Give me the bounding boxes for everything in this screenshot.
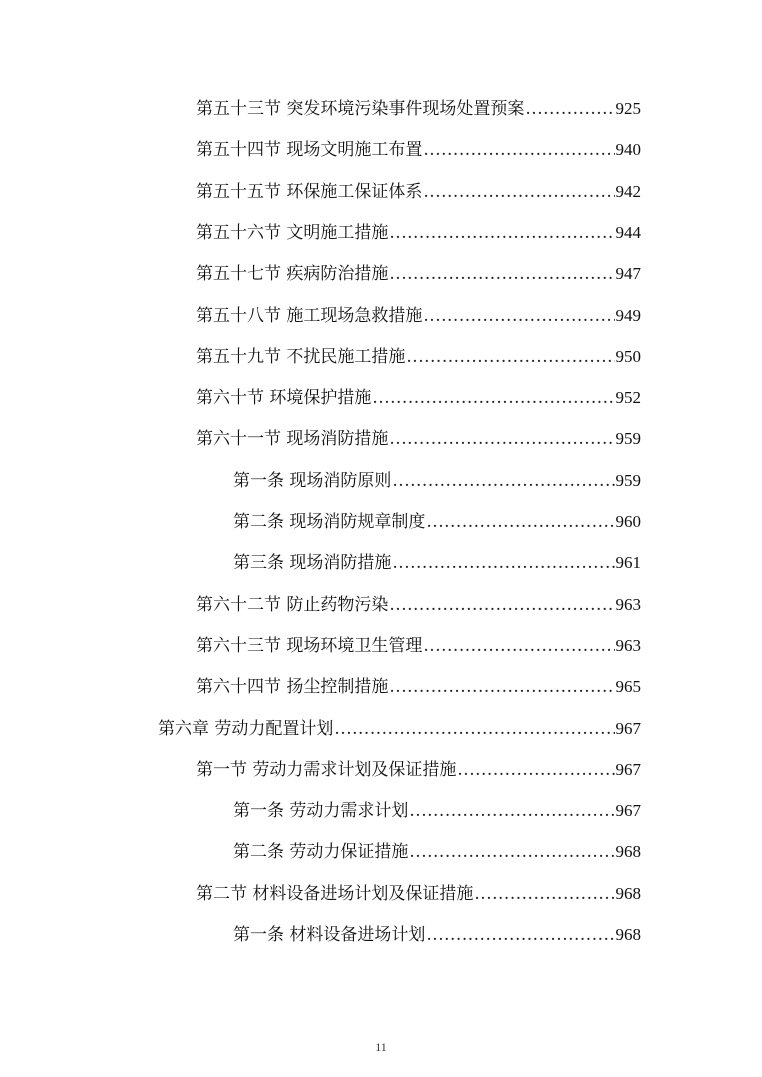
toc-entry[interactable] — [196, 631, 641, 661]
toc-entry-page: 963 — [615, 594, 641, 614]
toc-dot-leader — [457, 755, 614, 785]
toc-entry[interactable] — [196, 672, 641, 702]
toc-entry-label: 第五十九节 不扰民施工措施 — [196, 346, 406, 367]
toc-entry-page: 961 — [615, 553, 641, 573]
toc-entry-page: 959 — [615, 429, 641, 449]
toc-entry-page: 968 — [615, 842, 641, 862]
toc-dot-leader — [392, 548, 614, 578]
toc-dot-leader — [389, 590, 614, 620]
toc-entry-label: 第一条 现场消防原则 — [233, 470, 392, 491]
toc-entry-page: 968 — [615, 883, 641, 903]
toc-dot-leader — [423, 301, 614, 331]
toc-entry[interactable] — [196, 218, 641, 248]
toc-dot-leader — [389, 424, 614, 454]
toc-entry[interactable] — [233, 837, 641, 867]
page-number: 11 — [375, 1040, 387, 1054]
toc-entry-page: 965 — [615, 677, 641, 697]
toc-entry-label: 第二条 现场消防规章制度 — [233, 512, 426, 532]
toc-dot-leader — [423, 135, 614, 165]
toc-entry-page: 949 — [615, 305, 641, 325]
toc-dot-leader — [389, 672, 614, 702]
toc-dot-leader — [392, 466, 614, 496]
toc-entry[interactable] — [196, 383, 641, 413]
toc-entry[interactable] — [158, 714, 641, 744]
toc-dot-leader — [389, 218, 614, 248]
toc-entry[interactable] — [196, 177, 641, 207]
toc-entry-label: 第五十八节 施工现场急救措施 — [196, 305, 423, 326]
toc-entry-page: 950 — [615, 346, 641, 366]
toc-entry[interactable] — [196, 135, 641, 165]
toc-entry-page: 960 — [615, 512, 641, 531]
toc-entry-label: 第一条 材料设备进场计划 — [233, 925, 426, 945]
toc-dot-leader — [389, 259, 614, 289]
toc-entry[interactable] — [196, 301, 641, 331]
toc-dot-leader — [423, 631, 614, 661]
toc-entry-label: 第六十四节 扬尘控制措施 — [196, 677, 389, 698]
toc-entry[interactable] — [196, 590, 641, 620]
toc-entry[interactable] — [233, 466, 641, 496]
toc-entry-page: 952 — [615, 388, 641, 408]
toc-entry-page: 967 — [615, 801, 641, 821]
toc-entry-label: 第五十三节 突发环境污染事件现场处置预案 — [196, 99, 525, 119]
toc-entry-label: 第六十一节 现场消防措施 — [196, 429, 389, 450]
toc-entry-page: 967 — [615, 759, 641, 779]
toc-entry-label: 第六十三节 现场环境卫生管理 — [196, 635, 423, 656]
toc-entry-label: 第三条 现场消防措施 — [233, 553, 392, 574]
toc-entry-page: 947 — [615, 264, 641, 284]
toc-dot-leader — [525, 94, 614, 124]
toc-dot-leader — [334, 714, 614, 744]
toc-entry-label: 第五十五节 环保施工保证体系 — [196, 181, 423, 202]
toc-entry[interactable] — [196, 94, 641, 124]
toc-entry[interactable] — [233, 548, 641, 578]
toc-dot-leader — [409, 837, 614, 867]
toc-entry-page: 967 — [615, 718, 641, 738]
toc-dot-leader — [423, 177, 614, 207]
toc-entry-label: 第五十七节 疾病防治措施 — [196, 264, 389, 285]
toc-entry-label: 第六十二节 防止药物污染 — [196, 594, 389, 615]
toc-dot-leader — [426, 920, 614, 950]
toc-entry[interactable] — [233, 920, 641, 950]
toc-entry-page: 944 — [615, 222, 641, 242]
toc-dot-leader — [406, 342, 614, 372]
toc-entry-page: 942 — [615, 181, 641, 201]
toc-entry-label: 第二节 材料设备进场计划及保证措施 — [196, 883, 474, 904]
toc-entry-label: 第五十六节 文明施工措施 — [196, 222, 389, 243]
toc-entry-label: 第一条 劳动力需求计划 — [233, 801, 409, 822]
toc-entry[interactable] — [233, 507, 641, 537]
toc-entry-label: 第一节 劳动力需求计划及保证措施 — [196, 759, 457, 780]
toc-dot-leader — [426, 507, 614, 537]
toc-dot-leader — [409, 796, 614, 826]
toc-entry-label: 第五十四节 现场文明施工布置 — [196, 140, 423, 161]
toc-entry-page: 968 — [615, 925, 641, 944]
toc-entry-label: 第六十节 环境保护措施 — [196, 388, 372, 409]
toc-entry[interactable] — [196, 342, 641, 372]
toc-entry-page: 940 — [615, 140, 641, 160]
toc-entry-label: 第二条 劳动力保证措施 — [233, 842, 409, 863]
toc-entry-page: 959 — [615, 470, 641, 490]
toc-entry-page: 963 — [615, 635, 641, 655]
toc-entry[interactable] — [196, 879, 641, 909]
toc-dot-leader — [372, 383, 614, 413]
toc-entry[interactable] — [233, 796, 641, 826]
toc-entry[interactable] — [196, 755, 641, 785]
toc-entry-page: 925 — [615, 99, 641, 118]
toc-dot-leader — [474, 879, 614, 909]
toc-entry-label: 第六章 劳动力配置计划 — [158, 718, 334, 739]
toc-entry[interactable] — [196, 424, 641, 454]
toc-entry[interactable] — [196, 259, 641, 289]
